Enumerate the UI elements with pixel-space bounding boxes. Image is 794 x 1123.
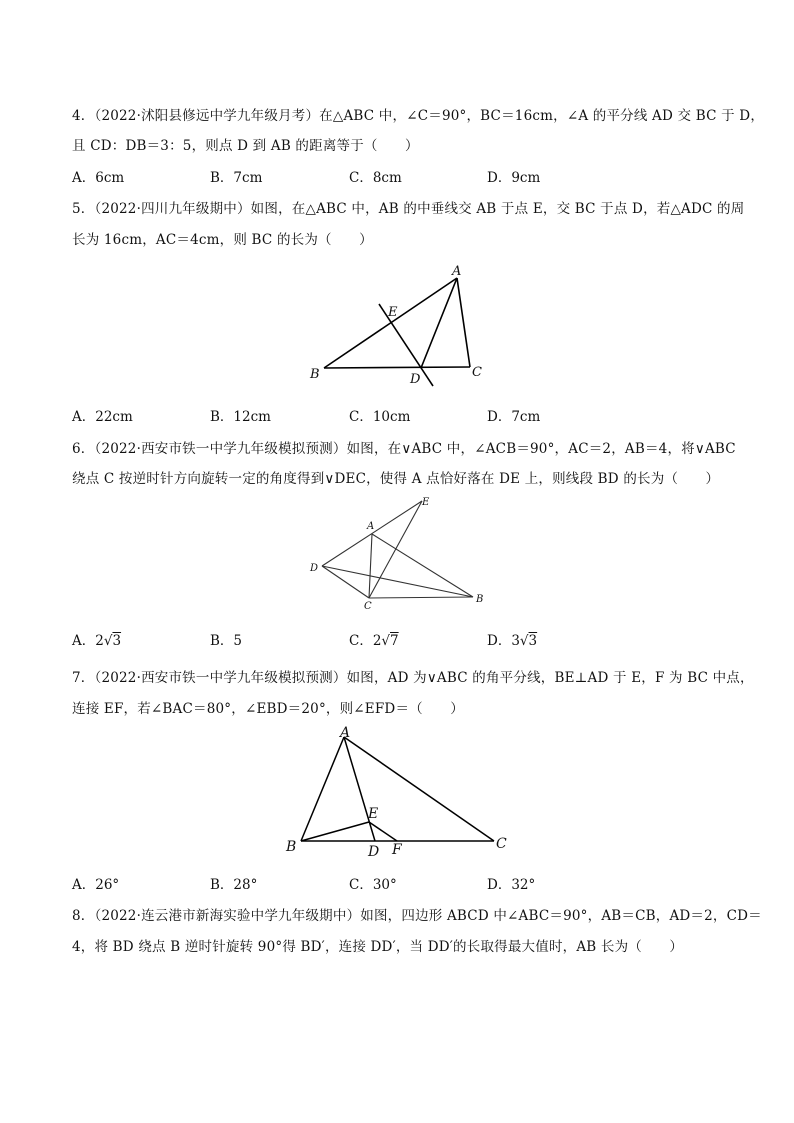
q6-stem-line2: 绕点 C 按逆时针方向旋转一定的角度得到∨DEC，使得 A 点恰好落在 DE 上，则线段 BD 的长为（ ） [72, 471, 720, 487]
q4-option-d: D．9cm [487, 170, 541, 186]
q4-option-b: B．7cm [210, 170, 263, 186]
q5-label-e: E [388, 305, 398, 320]
q6-option-a: A．2√3 [72, 633, 122, 649]
q5-option-a: A．22cm [72, 409, 133, 425]
q6-label-b: B [476, 594, 484, 605]
q7-stem-line2: 连接 EF，若∠BAC＝80°，∠EBD＝20°，则∠EFD＝（ ） [72, 701, 464, 717]
q7-option-a: A．26° [72, 877, 120, 893]
q5-label-c: C [472, 365, 482, 380]
q5-label-a: A [452, 264, 462, 279]
q5-label-d: D [410, 372, 421, 387]
q5-option-b: B．12cm [210, 409, 271, 425]
q7-option-d: D．32° [487, 877, 536, 893]
q6-option-c: C．2√7 [349, 633, 399, 649]
q7-label-c: C [496, 836, 507, 852]
q5-option-c: C．10cm [349, 409, 411, 425]
q8-stem-line2: 4，将 BD 绕点 B 逆时针旋转 90°得 BD′，连接 DD′，当 DD′的长取得最大值时，AB 长为（ ） [72, 939, 684, 955]
q6-label-c: C [364, 601, 372, 612]
q6-label-a: A [367, 521, 375, 532]
q4-stem-line2: 且 CD：DB＝3：5，则点 D 到 AB 的距离等于（ ） [72, 138, 419, 154]
q4-stem-line1: 4．（2022·沭阳县修远中学九年级月考）在△ABC 中，∠C＝90°，BC＝16cm，∠A 的平分线 AD 交 BC 于 D， [72, 108, 765, 124]
q7-label-e: E [368, 806, 379, 822]
q5-figure [300, 258, 500, 390]
q6-option-a-radicand: 3 [112, 633, 122, 649]
q6-option-d: D．3√3 [487, 633, 538, 649]
q6-stem-line1: 6．（2022·西安市铁一中学九年级模拟预测）如图，在∨ABC 中，∠ACB＝90°，AC＝2，AB＝4，将∨ABC [72, 441, 736, 457]
q7-label-d: D [368, 844, 380, 860]
q4-option-c: C．8cm [349, 170, 402, 186]
q6-label-d: D [310, 563, 319, 574]
q5-label-b: B [310, 367, 320, 382]
q6-option-c-radicand: 7 [390, 633, 399, 649]
q8-stem-line1: 8．（2022·连云港市新海实验中学九年级期中）如图，四边形 ABCD 中∠ABC＝90°，AB＝CB，AD＝2，CD＝ [72, 908, 762, 924]
q7-option-b: B．28° [210, 877, 258, 893]
q5-stem-line1: 5．（2022·四川九年级期中）如图，在△ABC 中，AB 的中垂线交 AB 于点 E，交 BC 于点 D，若△ADC 的周 [72, 201, 745, 217]
q4-option-a: A．6cm [72, 170, 125, 186]
q7-stem-line1: 7．（2022·西安市铁一中学九年级模拟预测）如图，AD 为∨ABC 的角平分线，BE⊥AD 于 E，F 为 BC 中点， [72, 670, 754, 686]
q5-option-d: D．7cm [487, 409, 541, 425]
q6-option-b: B．5 [210, 633, 243, 649]
q7-figure [280, 720, 520, 862]
q6-option-d-radicand: 3 [528, 633, 538, 649]
q7-option-c: C．30° [349, 877, 397, 893]
q7-label-b: B [286, 839, 297, 855]
q6-label-e: E [422, 497, 430, 508]
q7-label-a: A [340, 725, 351, 741]
q5-stem-line2: 长为 16cm，AC＝4cm，则 BC 的长为（ ） [72, 232, 373, 248]
q7-label-f: F [392, 842, 402, 858]
q6-figure [300, 490, 500, 615]
